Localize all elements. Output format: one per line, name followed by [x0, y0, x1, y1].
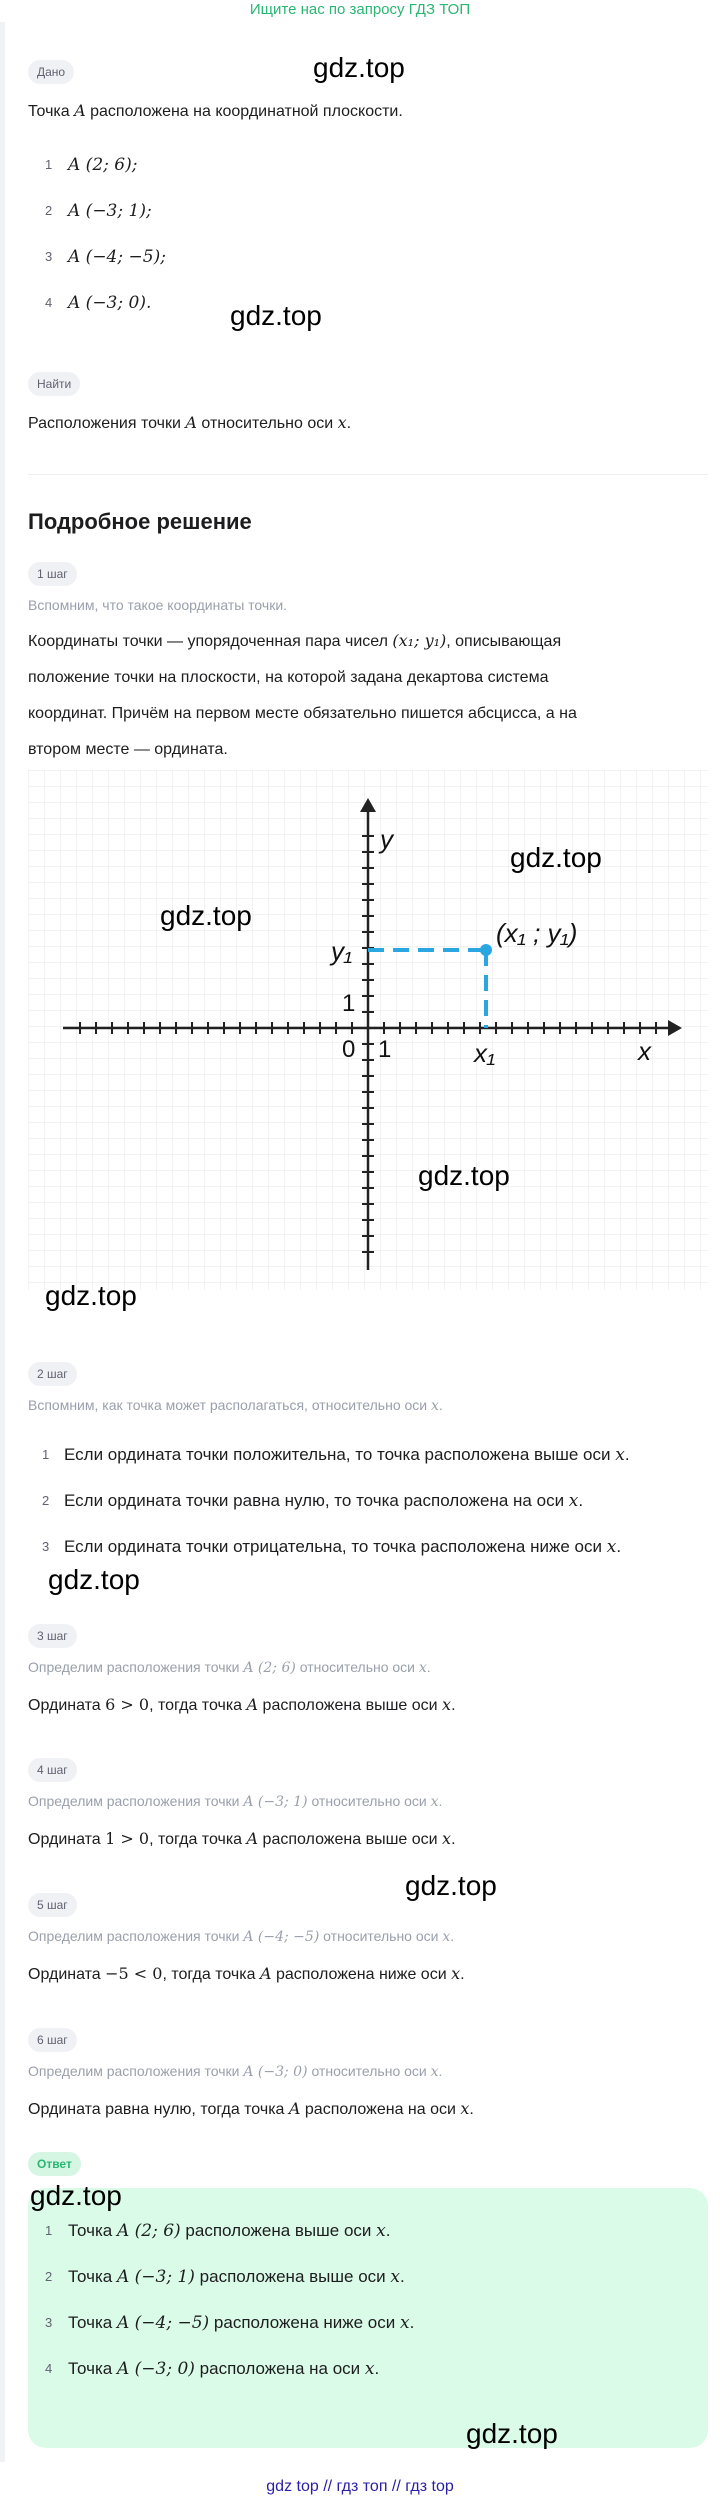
item-number: 3	[42, 1539, 50, 1554]
step4-main-axis: x	[442, 1829, 452, 1848]
search-banner[interactable]: Ищите нас по запросу ГДЗ ТОП	[249, 1, 471, 18]
list-item: 4 Точка A (−3; 0) расположена на оси x.	[28, 2346, 688, 2392]
step1-line1-expr: (x₁; y₁)	[392, 631, 447, 650]
find-axis: x	[337, 413, 347, 432]
step6-pill-wrap	[28, 2028, 77, 2052]
step5-axis: x	[442, 1929, 451, 1945]
y1-label: y₁	[331, 936, 353, 966]
step5-main: Ордината −5 < 0, тогда точка A расположена ниже оси x.	[28, 1964, 465, 1983]
watermark: gdz.top	[313, 52, 405, 83]
item-post: расположена на оси	[194, 2359, 365, 2378]
step6-main-text: Ордината равна нулю, тогда точка	[28, 2101, 289, 2118]
step3-cond: 6 > 0	[105, 1695, 150, 1714]
step1-line1-post: , описывающая	[446, 633, 562, 650]
watermark: gdz.top	[510, 842, 602, 873]
step6-muted: Определим расположения точки A (−3; 0) относительно оси x.	[28, 2063, 443, 2080]
item-post: расположена выше оси	[194, 2267, 391, 2286]
item-text: Если ордината точки равна нулю, то точка расположена на оси	[64, 1491, 569, 1510]
step4-main-pre: Ордината	[28, 1831, 106, 1848]
item-axis: x	[568, 1491, 579, 1511]
item-number: 4	[45, 2361, 53, 2376]
step4-main-mid: , тогда точка	[149, 1831, 247, 1848]
item-pre: Точка	[68, 2267, 117, 2286]
given-text	[28, 98, 403, 125]
step1-text	[28, 628, 708, 763]
step5-main-axis: x	[451, 1964, 461, 1983]
item-expr: A (−4; −5)	[116, 2313, 210, 2333]
watermark: gdz.top	[30, 2180, 122, 2211]
watermark: gdz.top	[160, 900, 252, 931]
step1-pill: 1 шаг	[28, 562, 77, 586]
step2-axis: x	[431, 1398, 439, 1414]
list-item: 2 Если ордината точки равна нулю, то точка расположена на оси x.	[28, 1478, 708, 1524]
item-expr: A (−3; 0).	[68, 293, 152, 313]
item-pre: Точка	[68, 2313, 117, 2332]
step2-pill: 2 шаг	[28, 1362, 77, 1386]
item-number: 3	[45, 2315, 53, 2330]
item-number: 1	[45, 2223, 53, 2238]
list-item: 1 Если ордината точки положительна, то точка расположена выше оси x.	[28, 1432, 708, 1478]
item-expr: A (2; 6);	[68, 155, 138, 175]
find-text-post: .	[346, 415, 352, 432]
given-text-post: расположена на координатной плоскости.	[85, 103, 403, 120]
step3-point: A (2; 6)	[243, 1660, 296, 1676]
step2-muted-pre: Вспомним, как точка может располагаться, относительно оси	[28, 1397, 431, 1413]
step1-line2: положение точки на плоскости, на которой задана декартова система	[28, 669, 549, 686]
step5-main-pre: Ордината	[28, 1966, 106, 1983]
step3-main-axis: x	[442, 1695, 452, 1714]
given-section	[28, 60, 74, 84]
item-pre: Точка	[68, 2221, 117, 2240]
find-text	[28, 410, 351, 437]
item-number: 3	[45, 249, 53, 264]
step6-point-a: A	[288, 2099, 301, 2118]
step4-pill: 4 шаг	[28, 1758, 77, 1782]
y-one-label: 1	[342, 990, 356, 1017]
section-divider	[28, 474, 708, 475]
item-number: 1	[45, 157, 53, 172]
step4-muted-post: относительно оси	[307, 1793, 431, 1809]
step5-main-mid: , тогда точка	[162, 1966, 260, 1983]
step2-list	[28, 1432, 708, 1570]
step3-main-mid: , тогда точка	[149, 1697, 247, 1714]
step6-axis: x	[430, 2064, 439, 2080]
step6-main-post: расположена на оси	[300, 2101, 461, 2118]
step4-main-post: расположена выше оси	[258, 1831, 443, 1848]
step3-point-a: A	[246, 1695, 259, 1714]
y-axis-label: y	[380, 824, 393, 854]
step4-muted: Определим расположения точки A (−3; 1) относительно оси x.	[28, 1793, 443, 1810]
answer-list	[28, 2208, 688, 2392]
solution-title: Подробное решение	[28, 509, 252, 534]
given-text-pre: Точка	[28, 103, 75, 120]
item-post: расположена выше оси	[180, 2221, 377, 2240]
step6-muted-post: относительно оси	[307, 2063, 431, 2079]
item-number: 2	[45, 2269, 53, 2284]
step3-muted-pre: Определим расположения точки	[28, 1659, 244, 1675]
step4-muted-pre: Определим расположения точки	[28, 1793, 244, 1809]
watermark: gdz.top	[466, 2418, 558, 2449]
given-list	[28, 142, 528, 326]
step3-pill-wrap	[28, 1624, 77, 1648]
step2-muted	[28, 1394, 443, 1417]
step3-main-post: расположена выше оси	[258, 1697, 443, 1714]
step6-point: A (−3; 0)	[243, 2064, 308, 2080]
step1-pill-wrap	[28, 562, 77, 586]
given-point: A	[74, 101, 86, 120]
point-label: (x₁ ; y₁)	[496, 918, 578, 948]
step1-line4: втором месте — ордината.	[28, 741, 228, 758]
step5-muted-post: относительно оси	[319, 1928, 443, 1944]
step3-main: Ордината 6 > 0, тогда точка A расположена выше оси x.	[28, 1695, 456, 1714]
step5-muted-pre: Определим расположения точки	[28, 1928, 244, 1944]
item-expr: A (−3; 1);	[68, 201, 152, 221]
item-text: Если ордината точки положительна, то точка расположена выше оси	[64, 1445, 616, 1464]
step5-point-a: A	[259, 1964, 272, 1983]
step4-cond: 1 > 0	[105, 1829, 150, 1848]
step4-pill-wrap	[28, 1758, 77, 1782]
step2-pill-wrap	[28, 1362, 77, 1386]
item-text: Если ордината точки отрицательна, то точка расположена ниже оси	[64, 1537, 607, 1556]
step1-line1-pre: Координаты точки — упорядоченная пара чисел	[28, 633, 393, 650]
step6-muted-pre: Определим расположения точки	[28, 2063, 244, 2079]
step1-line1	[28, 628, 708, 655]
answer-pill: Ответ	[28, 2152, 81, 2176]
step6-main: Ордината равна нулю, тогда точка A расположена на оси x.	[28, 2099, 474, 2118]
list-item: 3 Точка A (−4; −5) расположена ниже оси x.	[28, 2300, 688, 2346]
step5-main-post: расположена ниже оси	[271, 1966, 452, 1983]
coordinate-graph	[28, 770, 708, 1290]
step4-axis: x	[430, 1794, 439, 1810]
step1-muted: Вспомним, что такое координаты точки.	[28, 597, 288, 613]
step3-axis: x	[418, 1660, 427, 1676]
x-one-label: 1	[378, 1036, 392, 1063]
item-axis: x	[376, 2221, 386, 2241]
step5-point: A (−4; −5)	[243, 1929, 320, 1945]
item-axis: x	[399, 2313, 410, 2333]
find-point: A	[185, 413, 197, 432]
list-item	[28, 188, 528, 234]
item-expr: A (−3; 0)	[116, 2359, 195, 2379]
step4-point-a: A	[246, 1829, 259, 1848]
item-post: расположена ниже оси	[209, 2313, 400, 2332]
step5-muted: Определим расположения точки A (−4; −5) относительно оси x.	[28, 1928, 455, 1945]
step2-muted-post: .	[438, 1397, 443, 1413]
item-axis: x	[615, 1445, 625, 1465]
item-number: 4	[45, 295, 53, 310]
step5-cond: −5 < 0	[105, 1964, 163, 1983]
watermark: gdz.top	[405, 1870, 497, 1901]
item-pre: Точка	[68, 2359, 117, 2378]
footer-links[interactable]: gdz top // гдз топ // гдз top	[266, 2478, 454, 2495]
watermark: gdz.top	[48, 1564, 140, 1595]
step6-pill: 6 шаг	[28, 2028, 77, 2052]
list-item: 1 Точка A (2; 6) расположена выше оси x.	[28, 2208, 688, 2254]
list-item	[28, 142, 528, 188]
find-section	[28, 372, 80, 396]
step4-main: Ордината 1 > 0, тогда точка A расположена выше оси x.	[28, 1829, 456, 1848]
answer-box	[28, 2188, 708, 2448]
step5-pill-wrap	[28, 1893, 77, 1917]
item-number: 1	[42, 1447, 50, 1462]
find-pill: Найти	[28, 372, 80, 396]
step3-muted: Определим расположения точки A (2; 6) относительно оси x.	[28, 1659, 431, 1676]
list-item	[28, 234, 528, 280]
item-axis: x	[364, 2359, 375, 2379]
step5-pill: 5 шаг	[28, 1893, 77, 1917]
given-pill: Дано	[28, 60, 74, 84]
step3-muted-post: относительно оси	[295, 1659, 419, 1675]
point-marker	[480, 944, 492, 956]
x1-label: x₁	[474, 1038, 496, 1068]
x-axis-label: x	[638, 1036, 651, 1066]
list-item: 2 Точка A (−3; 1) расположена выше оси x.	[28, 2254, 688, 2300]
watermark: gdz.top	[230, 300, 322, 331]
item-number: 2	[45, 203, 53, 218]
item-expr: A (−4; −5);	[68, 247, 166, 267]
step1-line3: координат. Причём на первом месте обязательно пишется абсцисса, а на	[28, 705, 577, 722]
left-rail	[0, 22, 5, 2462]
watermark: gdz.top	[45, 1280, 137, 1311]
item-expr: A (2; 6)	[116, 2221, 181, 2241]
find-text-pre: Расположения точки	[28, 415, 186, 432]
answer-pill-wrap	[28, 2152, 81, 2176]
step6-main-axis: x	[460, 2099, 470, 2118]
find-text-mid: относительно оси	[196, 415, 338, 432]
watermark: gdz.top	[418, 1160, 510, 1191]
step3-main-pre: Ордината	[28, 1697, 106, 1714]
item-axis: x	[606, 1537, 617, 1557]
item-number: 2	[42, 1493, 50, 1508]
item-axis: x	[390, 2267, 400, 2287]
list-item: 3 Если ордината точки отрицательна, то точка расположена ниже оси x.	[28, 1524, 708, 1570]
origin-label: 0	[342, 1036, 356, 1063]
step3-pill: 3 шаг	[28, 1624, 77, 1648]
item-expr: A (−3; 1)	[116, 2267, 195, 2287]
step4-point: A (−3; 1)	[243, 1794, 308, 1810]
